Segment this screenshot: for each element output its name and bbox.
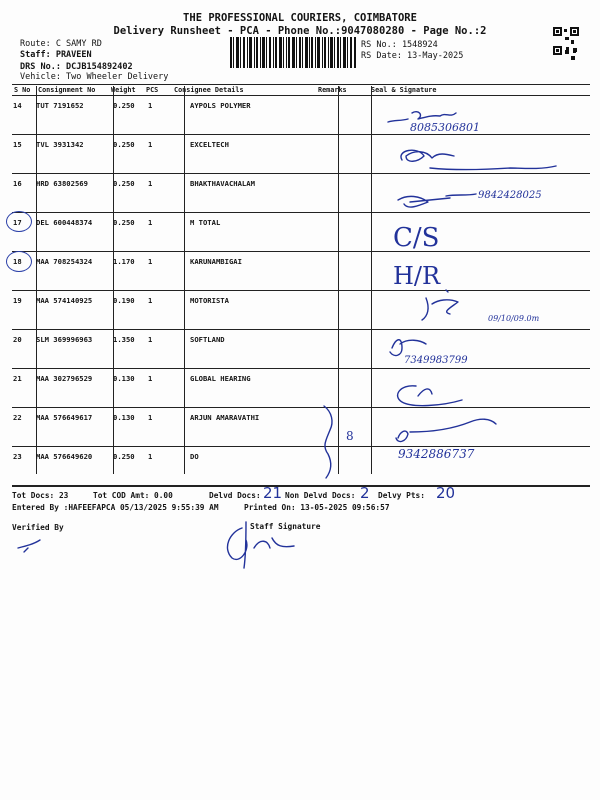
cell-sno: 21 bbox=[13, 374, 22, 383]
cell-sno: 15 bbox=[13, 140, 22, 149]
cell-consignee: MOTORISTA bbox=[190, 296, 229, 305]
handwritten-hr: H/R bbox=[393, 262, 441, 290]
verified-by-label: Verified By bbox=[12, 523, 64, 532]
company-title: THE PROFESSIONAL COURIERS, COIMBATORE bbox=[183, 12, 417, 24]
cell-weight: 0.250 bbox=[113, 101, 135, 110]
cell-pcs: 1 bbox=[148, 452, 153, 461]
cell-sno: 17 bbox=[13, 218, 22, 227]
cell-consignee: ARJUN AMARAVATHI bbox=[190, 413, 260, 422]
col-pcs: PCS bbox=[146, 86, 159, 94]
cell-consignee: EXCELTECH bbox=[190, 140, 229, 149]
cell-sno: 20 bbox=[13, 335, 22, 344]
cell-weight: 1.350 bbox=[113, 335, 135, 344]
handwritten-phone-20: 7349983799 bbox=[404, 355, 468, 366]
entered-by: Entered By :HAFEEFAPCA 05/13/2025 9:55:39 AM bbox=[12, 503, 219, 512]
cell-consignee: DO bbox=[190, 452, 199, 461]
delivered-docs-label: Delvd Docs: bbox=[209, 491, 261, 500]
cell-weight: 1.170 bbox=[113, 257, 135, 266]
handwritten-phone-16: 9842428025 bbox=[478, 190, 542, 201]
cell-sno: 16 bbox=[13, 179, 22, 188]
col-sno: S No bbox=[14, 86, 31, 94]
cell-sno: 14 bbox=[13, 101, 22, 110]
cell-consignment: MAA 708254324 bbox=[36, 257, 93, 266]
cell-weight: 0.250 bbox=[113, 218, 135, 227]
cell-consignment: MAA 574140925 bbox=[36, 296, 93, 305]
total-docs: Tot Docs: 23 bbox=[12, 491, 69, 500]
col-consignment: Consignment No bbox=[38, 86, 96, 94]
cell-pcs: 1 bbox=[148, 218, 153, 227]
cell-consignment: MAA 576649620 bbox=[36, 452, 93, 461]
cell-consignment: MAA 576649617 bbox=[36, 413, 93, 422]
cell-consignment: MAA 302796529 bbox=[36, 374, 93, 383]
cell-consignment: DEL 600448374 bbox=[36, 218, 93, 227]
cell-pcs: 1 bbox=[148, 374, 153, 383]
cell-consignment: TUT 7191652 bbox=[36, 101, 84, 110]
cell-sno: 23 bbox=[13, 452, 22, 461]
col-remarks: Remarks bbox=[318, 86, 347, 94]
total-cod-amount: Tot COD Amt: 0.00 bbox=[93, 491, 173, 500]
col-weight: Weight bbox=[111, 86, 136, 94]
staff-signature-label: Staff Signature bbox=[250, 522, 321, 531]
non-delivered-docs-label: Non Delvd Docs: bbox=[285, 491, 356, 500]
route-label: Route: C SAMY RD bbox=[20, 39, 102, 49]
cell-weight: 0.250 bbox=[113, 452, 135, 461]
staff-label: Staff: PRAVEEN bbox=[20, 50, 92, 60]
cell-consignee: GLOBAL HEARING bbox=[190, 374, 251, 383]
cell-consignee: KARUNAMBIGAI bbox=[190, 257, 242, 266]
delivery-points-label: Delvy Pts: bbox=[378, 491, 425, 500]
delivered-docs-value: 21 bbox=[263, 484, 283, 502]
non-delivered-docs-value: 2 bbox=[360, 484, 370, 502]
rs-date: RS Date: 13-May-2025 bbox=[361, 51, 464, 61]
rs-number: RS No.: 1548924 bbox=[361, 40, 438, 50]
cell-sno: 19 bbox=[13, 296, 22, 305]
cell-consignee: SOFTLAND bbox=[190, 335, 225, 344]
cell-sno: 18 bbox=[13, 257, 22, 266]
cell-pcs: 1 bbox=[148, 413, 153, 422]
handwritten-phone-14: 8085306801 bbox=[410, 121, 480, 134]
cell-consignment: SLM 369996963 bbox=[36, 335, 93, 344]
vehicle-label: Vehicle: Two Wheeler Delivery bbox=[20, 72, 169, 82]
cell-weight: 0.250 bbox=[113, 140, 135, 149]
cell-pcs: 1 bbox=[148, 140, 153, 149]
printed-on: Printed On: 13-05-2025 09:56:57 bbox=[244, 503, 390, 512]
footer-rule bbox=[12, 486, 590, 487]
handwritten-date-19: 09/10/09.0m bbox=[488, 314, 540, 323]
handwritten-cs: C/S bbox=[393, 223, 440, 253]
cell-pcs: 1 bbox=[148, 257, 153, 266]
delivery-points-value: 20 bbox=[436, 484, 456, 502]
cell-sno: 22 bbox=[13, 413, 22, 422]
cell-consignment: TVL 3931342 bbox=[36, 140, 84, 149]
cell-consignee: AYPOLS POLYMER bbox=[190, 101, 251, 110]
col-seal-signature: Seal & Signature bbox=[371, 86, 437, 94]
col-consignee: Consignee Details bbox=[174, 86, 244, 94]
cell-consignee: BHAKTHAVACHALAM bbox=[190, 179, 255, 188]
cell-weight: 0.130 bbox=[113, 374, 135, 383]
cell-weight: 0.250 bbox=[113, 179, 135, 188]
runsheet-subtitle: Delivery Runsheet - PCA - Phone No.:9047080280 - Page No.:2 bbox=[113, 25, 487, 37]
remarks-mark: 8 bbox=[346, 429, 354, 443]
cell-pcs: 1 bbox=[148, 101, 153, 110]
handwritten-phone-23: 9342886737 bbox=[398, 447, 475, 461]
cell-consignee: M TOTAL bbox=[190, 218, 221, 227]
cell-consignment: HRD 63802569 bbox=[36, 179, 88, 188]
drs-number: DRS No.: DCJB154892402 bbox=[20, 62, 133, 72]
cell-pcs: 1 bbox=[148, 335, 153, 344]
cell-pcs: 1 bbox=[148, 179, 153, 188]
cell-pcs: 1 bbox=[148, 296, 153, 305]
cell-weight: 0.130 bbox=[113, 413, 135, 422]
cell-weight: 0.190 bbox=[113, 296, 135, 305]
